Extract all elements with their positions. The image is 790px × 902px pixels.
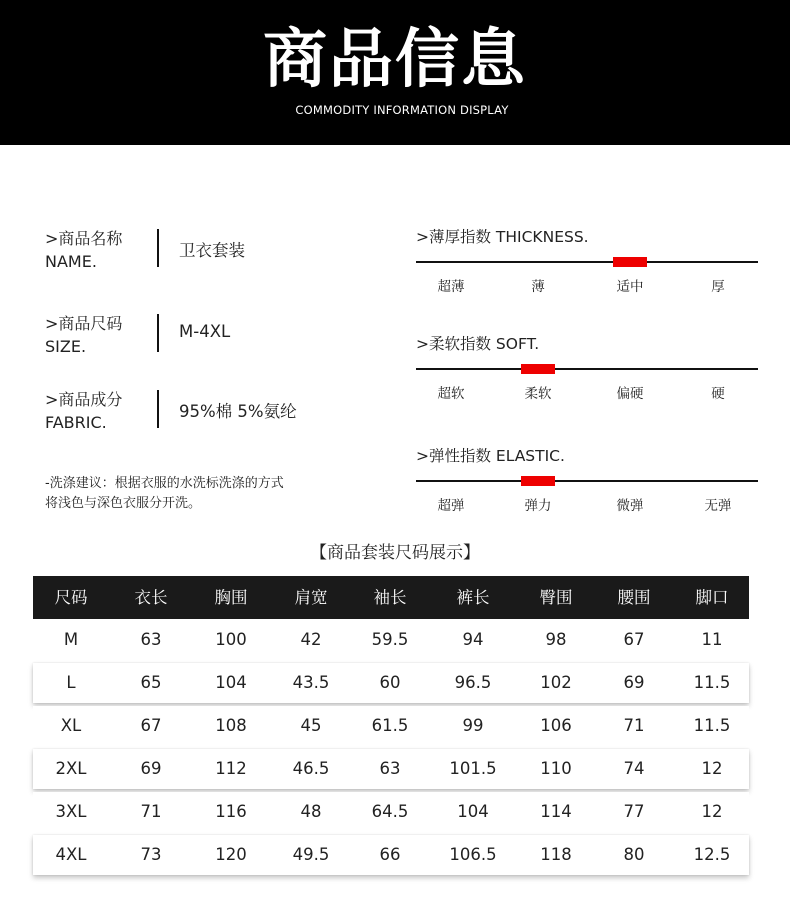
table-row: [33, 835, 749, 875]
scale-label: 适中: [616, 279, 644, 295]
info-label: [45, 312, 122, 358]
table-cell: 11.5: [693, 716, 731, 735]
table-cell: 48: [300, 802, 322, 821]
table-cell: 106: [540, 716, 572, 735]
table-row: [33, 620, 749, 660]
table-cell: 61.5: [371, 716, 409, 735]
table-cell: 104: [457, 802, 489, 821]
table-header-cell: 裤长: [456, 588, 490, 607]
table-cell: 118: [540, 845, 572, 864]
info-label: [45, 388, 122, 434]
table-cell: 11: [701, 630, 723, 649]
scale-marker: [521, 364, 555, 374]
scale-label: 柔软: [524, 386, 552, 402]
table-cell: 112: [215, 759, 247, 778]
info-label-en: SIZE.: [45, 337, 87, 356]
table-header-cell: 腰围: [617, 588, 651, 607]
info-divider: [157, 390, 159, 428]
table-cell: 94: [462, 630, 484, 649]
table-header-cell: 胸围: [214, 588, 248, 607]
table-cell: 63: [379, 759, 401, 778]
table-row: [33, 792, 749, 832]
table-cell: 46.5: [292, 759, 330, 778]
table-cell: 98: [545, 630, 567, 649]
table-cell: XL: [60, 716, 82, 735]
table-cell: L: [66, 673, 76, 692]
table-cell: 104: [215, 673, 247, 692]
table-cell: 99: [462, 716, 484, 735]
scale-label: 薄: [531, 279, 545, 295]
table-cell: 67: [140, 716, 162, 735]
table-cell: 49.5: [292, 845, 330, 864]
info-value: 95%棉 5%氨纶: [179, 402, 297, 421]
scale-title: >弹性指数 ELASTIC.: [416, 447, 565, 465]
size-table-title: 【商品套装尺码展示】: [310, 543, 480, 563]
info-label-cn: >商品成分: [45, 390, 123, 409]
table-cell: 71: [623, 716, 645, 735]
table-cell: 4XL: [55, 845, 87, 864]
table-cell: 73: [140, 845, 162, 864]
table-header-cell: 臀围: [539, 588, 573, 607]
info-label-en: NAME.: [45, 252, 97, 271]
info-label: [45, 227, 122, 273]
table-cell: 71: [140, 802, 162, 821]
scale-label: 超薄: [437, 279, 465, 295]
table-cell: 12.5: [693, 845, 731, 864]
scale-label: 超弹: [437, 498, 465, 514]
table-cell: 96.5: [454, 673, 492, 692]
table-cell: 69: [623, 673, 645, 692]
table-cell: 59.5: [371, 630, 409, 649]
info-value: M-4XL: [179, 322, 231, 341]
table-cell: 42: [300, 630, 322, 649]
table-row: [33, 706, 749, 746]
wash-note: [45, 474, 345, 514]
scale-label: 微弹: [616, 498, 644, 514]
page-subtitle: COMMODITY INFORMATION DISPLAY: [295, 103, 509, 117]
info-label-cn: >商品名称: [45, 229, 123, 248]
scale-track: [416, 261, 758, 263]
scale-label: 超软: [437, 386, 465, 402]
info-label-cn: >商品尺码: [45, 314, 123, 333]
scale-track: [416, 480, 758, 482]
table-row: [33, 663, 749, 703]
table-cell: 3XL: [55, 802, 87, 821]
scale-marker: [521, 476, 555, 486]
table-cell: 11.5: [693, 673, 731, 692]
header-banner: [0, 0, 790, 145]
table-cell: M: [63, 630, 79, 649]
info-divider: [157, 314, 159, 352]
table-header-cell: 袖长: [373, 588, 407, 607]
table-cell: 45: [300, 716, 322, 735]
scale-label: 无弹: [704, 498, 732, 514]
table-row: [33, 749, 749, 789]
wash-note-line: 将浅色与深色衣服分开洗。: [45, 496, 202, 511]
table-cell: 120: [215, 845, 247, 864]
table-header-cell: 肩宽: [294, 588, 328, 607]
table-cell: 116: [215, 802, 247, 821]
table-cell: 12: [701, 802, 723, 821]
table-header-cell: 衣长: [134, 588, 168, 607]
info-value: 卫衣套装: [179, 241, 245, 260]
scale-label: 偏硬: [616, 386, 644, 402]
table-cell: 67: [623, 630, 645, 649]
table-cell: 100: [215, 630, 247, 649]
scale-label: 硬: [711, 386, 725, 402]
table-cell: 66: [379, 845, 401, 864]
wash-note-line: -洗涤建议：根据衣服的水洗标洗涤的方式: [45, 476, 284, 491]
scale-marker: [613, 257, 647, 267]
table-cell: 60: [379, 673, 401, 692]
table-cell: 74: [623, 759, 645, 778]
table-cell: 110: [540, 759, 572, 778]
table-header-cell: 尺码: [54, 588, 88, 607]
scale-track: [416, 368, 758, 370]
table-cell: 65: [140, 673, 162, 692]
scale-label: 厚: [711, 279, 725, 295]
table-cell: 2XL: [55, 759, 87, 778]
table-cell: 69: [140, 759, 162, 778]
scale-label: 弹力: [524, 498, 552, 514]
scale-title: >柔软指数 SOFT.: [416, 335, 540, 353]
page-title: 商品信息: [263, 23, 527, 97]
table-cell: 108: [215, 716, 247, 735]
table-header: [33, 576, 749, 619]
info-divider: [157, 229, 159, 267]
table-cell: 80: [623, 845, 645, 864]
table-cell: 63: [140, 630, 162, 649]
scale-title: >薄厚指数 THICKNESS.: [416, 228, 589, 246]
table-cell: 77: [623, 802, 645, 821]
table-cell: 64.5: [371, 802, 409, 821]
table-cell: 106.5: [449, 845, 497, 864]
table-cell: 43.5: [292, 673, 330, 692]
table-cell: 102: [540, 673, 572, 692]
info-label-en: FABRIC.: [45, 413, 107, 432]
table-header-cell: 脚口: [695, 588, 729, 607]
table-cell: 101.5: [449, 759, 497, 778]
table-cell: 114: [540, 802, 572, 821]
table-cell: 12: [701, 759, 723, 778]
